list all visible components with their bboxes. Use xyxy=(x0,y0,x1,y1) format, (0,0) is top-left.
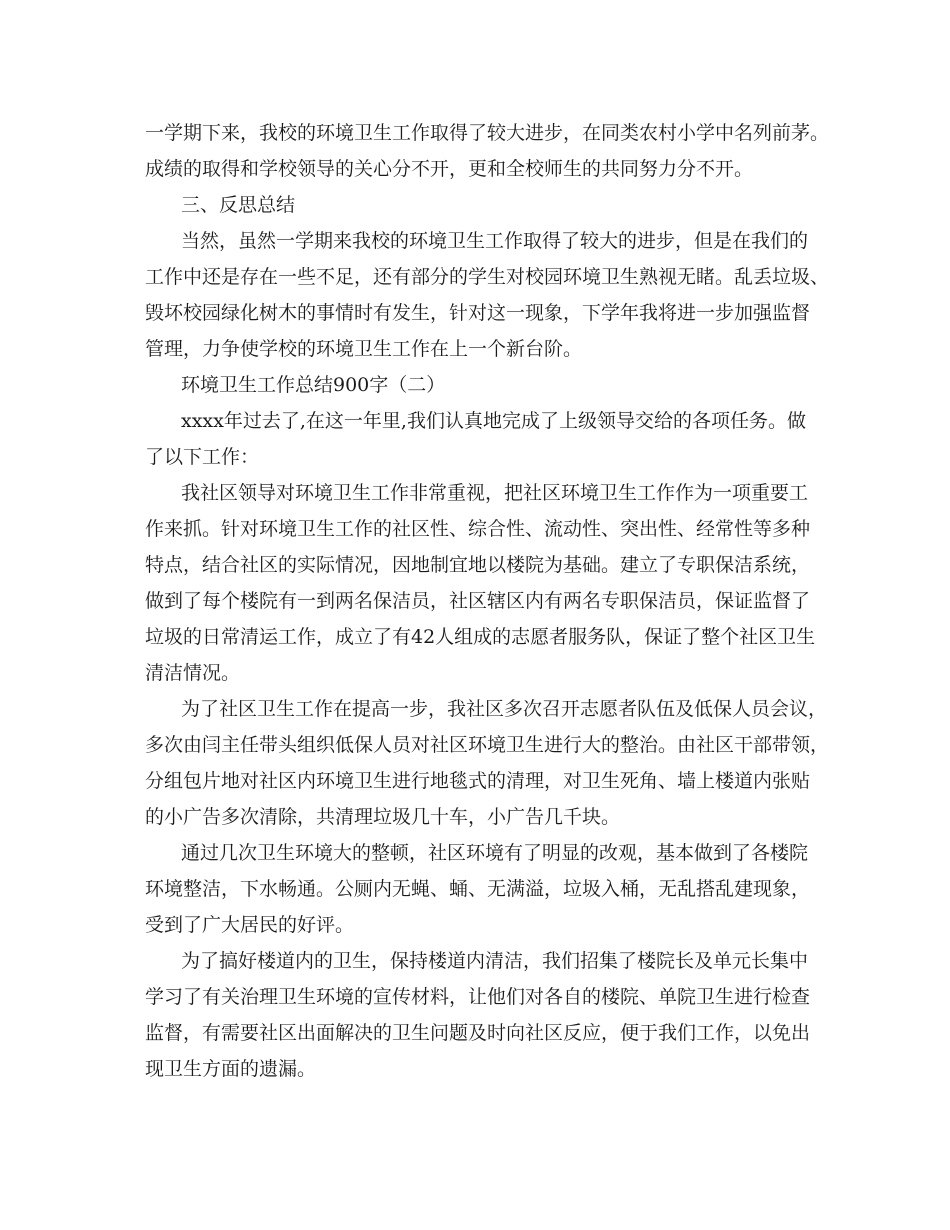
text-line: 为了搞好楼道内的卫生，保持楼道内清洁，我们招集了楼院长及单元长集中 xyxy=(181,950,809,972)
text-line: 管理，力争使学校的环境卫生工作在上一个新台阶。 xyxy=(145,338,583,360)
text-line: 清洁情况。 xyxy=(145,662,241,684)
text-line: 一学期下来，我校的环境卫生工作取得了较大进步，在同类农村小学中名列前茅。 xyxy=(145,122,830,144)
text-line: xxxx年过去了,在这一年里,我们认真地完成了上级领导交给的各项任务。做 xyxy=(181,410,806,432)
text-line: 作来抓。针对环境卫生工作的社区性、综合性、流动性、突出性、经常性等多种 xyxy=(145,518,811,540)
text-line: 工作中还是存在一些不足，还有部分的学生对校园环境卫生熟视无睹。乱丢垃圾、 xyxy=(145,266,830,288)
text-line: 监督，有需要社区出面解决的卫生问题及时向社区反应，便于我们工作，以免出 xyxy=(145,1022,811,1044)
text-line: 环境整洁，下水畅通。公厕内无蝇、蛹、无满溢，垃圾入桶，无乱搭乱建现象， xyxy=(145,878,811,900)
text-line: 了以下工作： xyxy=(145,446,260,468)
text-line: 受到了广大居民的好评。 xyxy=(145,914,355,936)
section-heading: 三、反思总结 xyxy=(181,194,296,216)
text-line: 通过几次卫生环境大的整顿，社区环境有了明显的改观，基本做到了各楼院 xyxy=(181,842,809,864)
text-line: 垃圾的日常清运工作，成立了有42人组成的志愿者服务队，保证了整个社区卫生 xyxy=(145,626,816,648)
article-subtitle: 环境卫生工作总结900字（二） xyxy=(181,374,446,396)
text-line: 现卫生方面的遗漏。 xyxy=(145,1058,317,1080)
text-line: 成绩的取得和学校领导的关心分不开，更和全校师生的共同努力分不开。 xyxy=(145,158,754,180)
text-line: 我社区领导对环境卫生工作非常重视，把社区环境卫生工作作为一项重要工 xyxy=(181,482,809,504)
text-line: 的小广告多次清除，共清理垃圾几十车，小广告几千块。 xyxy=(145,806,621,828)
text-line: 毁坏校园绿化树木的事情时有发生，针对这一现象，下学年我将进一步加强监督 xyxy=(145,302,811,324)
text-line: 为了社区卫生工作在提高一步，我社区多次召开志愿者队伍及低保人员会议， xyxy=(181,698,828,720)
text-line: 分组包片地对社区内环境卫生进行地毯式的清理，对卫生死角、墙上楼道内张贴 xyxy=(145,770,811,792)
text-line: 多次由闫主任带头组织低保人员对社区环境卫生进行大的整治。由社区干部带领， xyxy=(145,734,830,756)
text-line: 学习了有关治理卫生环境的宣传材料，让他们对各自的楼院、单院卫生进行检查 xyxy=(145,986,811,1008)
text-line: 当然，虽然一学期来我校的环境卫生工作取得了较大的进步，但是在我们的 xyxy=(181,230,809,252)
text-line: 特点，结合社区的实际情况，因地制宜地以楼院为基础。建立了专职保洁系统， xyxy=(145,554,811,576)
text-line: 做到了每个楼院有一到两名保洁员，社区辖区内有两名专职保洁员，保证监督了 xyxy=(145,590,811,612)
